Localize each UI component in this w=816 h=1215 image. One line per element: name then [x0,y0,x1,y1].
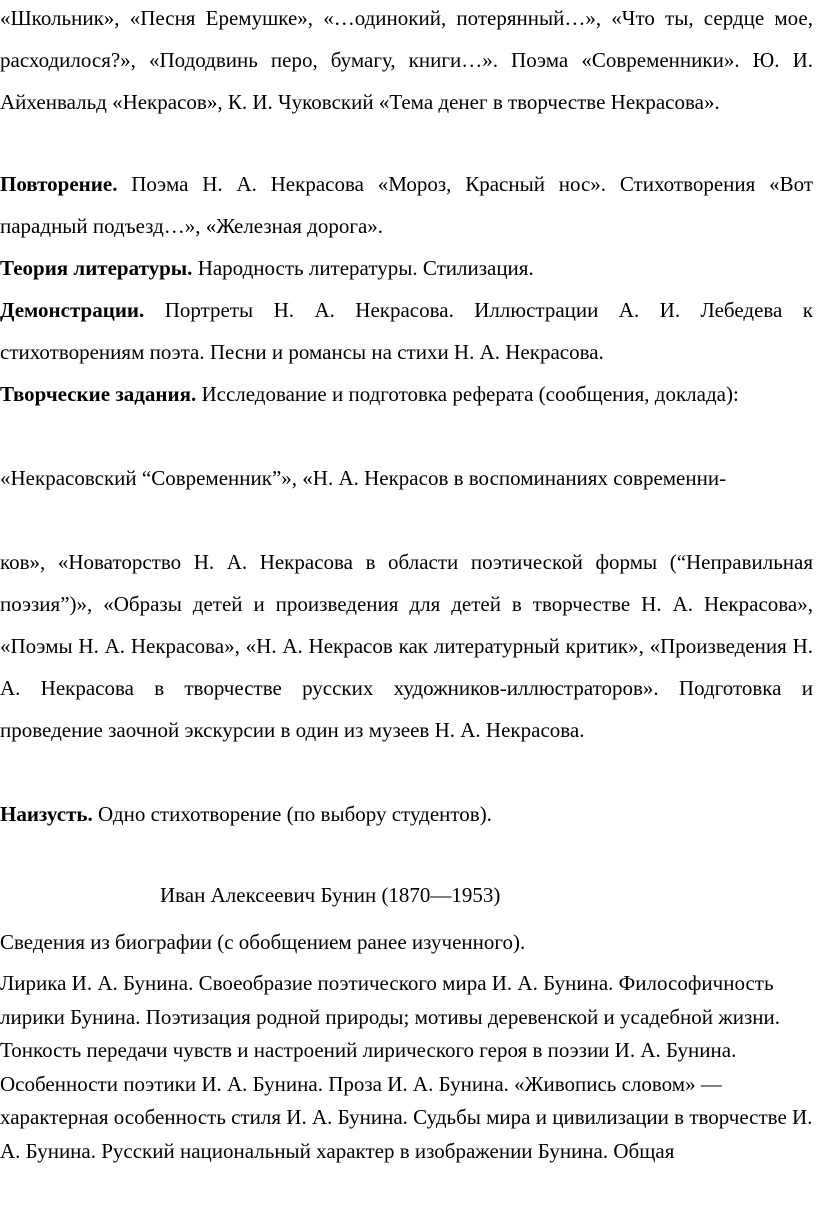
paragraph-literary-theory [0,247,813,289]
paragraph-topics-continued: ков», «Новаторство Н. А. Некрасова в области поэтической формы (“Неправильная поэзия”)», «Образы детей и произведения для детей в творчестве Н. А. Некрасова», «Поэмы Н. А. Некрасова», «Н. А. Некрасов как литературный критик», «Произведения Н. А. Некрасова в творчестве русских художников-иллюстраторов». Подготовка и проведение заочной экскурсии в один из музеев Н. А. Некрасова. [0,550,813,742]
text-creative-tasks: Исследование и подготовка реферата (сообщения, доклада): [196,382,739,406]
label-repetition: Повторение. [0,172,118,196]
text-memorize: Одно стихотворение (по выбору студентов). [92,802,492,826]
label-demonstrations: Демонстрации. [0,298,145,322]
text-literary-theory: Народность литературы. Стилизация. [192,256,534,280]
paragraph-creative-tasks [0,373,813,415]
paragraph-bunin-lyrics: Лирика И. А. Бунина. Своеобразие поэтического мира И. А. Бунина. Философичность лирики Бунина. Поэтизация родной природы; мотивы деревенской и усадебной жизни. Тонкость передачи чувств и настроений лирического героя в поэзии И. А. Бунина. Особенности поэтики И. А. Бунина. Проза И. А. Бунина. «Живопись словом» — характерная особенность стиля И. А. Бунина. Судьбы мира и цивилизации в творчестве И. А. Бунина. Русский национальный характер в изображении Бунина. Общая [0,971,813,1163]
section-title: Иван Алексеевич Бунин (1870—1953) [160,883,501,907]
label-memorize: Наизусть. [0,802,93,826]
label-creative-tasks: Творческие задания. [0,382,197,406]
paragraph-memorize [0,793,813,835]
text-demonstrations: Портреты Н. А. Некрасова. Иллюстрации А. И. Лебедева к стихотворениям поэта. Песни и романсы на стихи Н. А. Некрасова. [0,298,813,364]
paragraph-poems-list: «Школьник», «Песня Еремушке», «…одинокий, потерянный…», «Что ты, сердце мое, расходилося?», «Пододвинь перо, бумагу, книги…». Поэма «Современники». Ю. И. Айхенвальд «Некрасов», К. И. Чуковский «Тема денег в творчестве Некрасова». [0,6,813,114]
text-repetition: Поэма Н. А. Некрасова «Мороз, Красный нос». Стихотворения «Вот парадный подъезд…», «Железная дорога». [0,172,813,238]
paragraph-topics-start: «Некрасовский “Современник”», «Н. А. Некрасов в воспоминаниях современни- [0,466,727,490]
biography-line: Сведения из биографии (с обобщением ранее изученного). [0,930,526,954]
label-literary-theory: Теория литературы. [0,256,193,280]
paragraph-demonstrations [0,289,813,373]
paragraph-repetition [0,163,813,247]
